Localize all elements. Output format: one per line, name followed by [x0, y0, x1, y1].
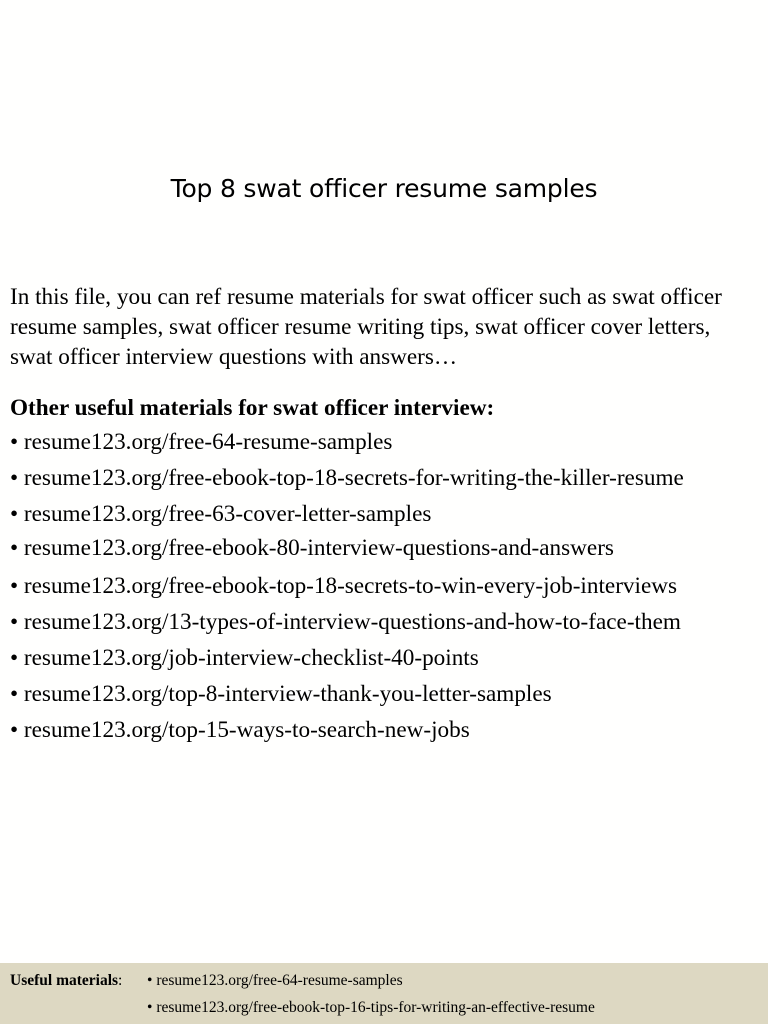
materials-link-list	[10, 427, 684, 751]
materials-link[interactable]: • resume123.org/top-8-interview-thank-you-letter-samples	[10, 679, 684, 715]
footer-label-text: Useful materials	[10, 972, 119, 989]
footer-link[interactable]: • resume123.org/free-64-resume-samples	[147, 972, 403, 990]
materials-link[interactable]: • resume123.org/free-ebook-top-18-secrets-for-writing-the-killer-resume	[10, 463, 684, 499]
page-title: Top 8 swat officer resume samples	[170, 174, 598, 203]
footer-bar	[0, 963, 768, 1024]
materials-link[interactable]: • resume123.org/free-63-cover-letter-samples	[10, 499, 684, 535]
materials-link[interactable]: • resume123.org/free-64-resume-samples	[10, 427, 684, 463]
footer-label-colon: :	[118, 972, 123, 989]
materials-link[interactable]: • resume123.org/job-interview-checklist-40-points	[10, 643, 684, 679]
footer-link[interactable]: • resume123.org/free-ebook-top-16-tips-for-writing-an-effective-resume	[147, 999, 595, 1017]
materials-heading: Other useful materials for swat officer interview:	[10, 395, 495, 421]
footer-label	[10, 972, 122, 990]
materials-link[interactable]: • resume123.org/free-ebook-top-18-secrets-to-win-every-job-interviews	[10, 571, 684, 607]
materials-link[interactable]: • resume123.org/free-ebook-80-interview-questions-and-answers	[10, 533, 684, 569]
materials-link[interactable]: • resume123.org/13-types-of-interview-questions-and-how-to-face-them	[10, 607, 684, 643]
materials-link[interactable]: • resume123.org/top-15-ways-to-search-new-jobs	[10, 715, 684, 751]
intro-paragraph: In this file, you can ref resume materials for swat officer such as swat officer resume samples, swat officer resume writing tips, swat officer cover letters, swat officer interview questions with answers…	[10, 284, 722, 370]
